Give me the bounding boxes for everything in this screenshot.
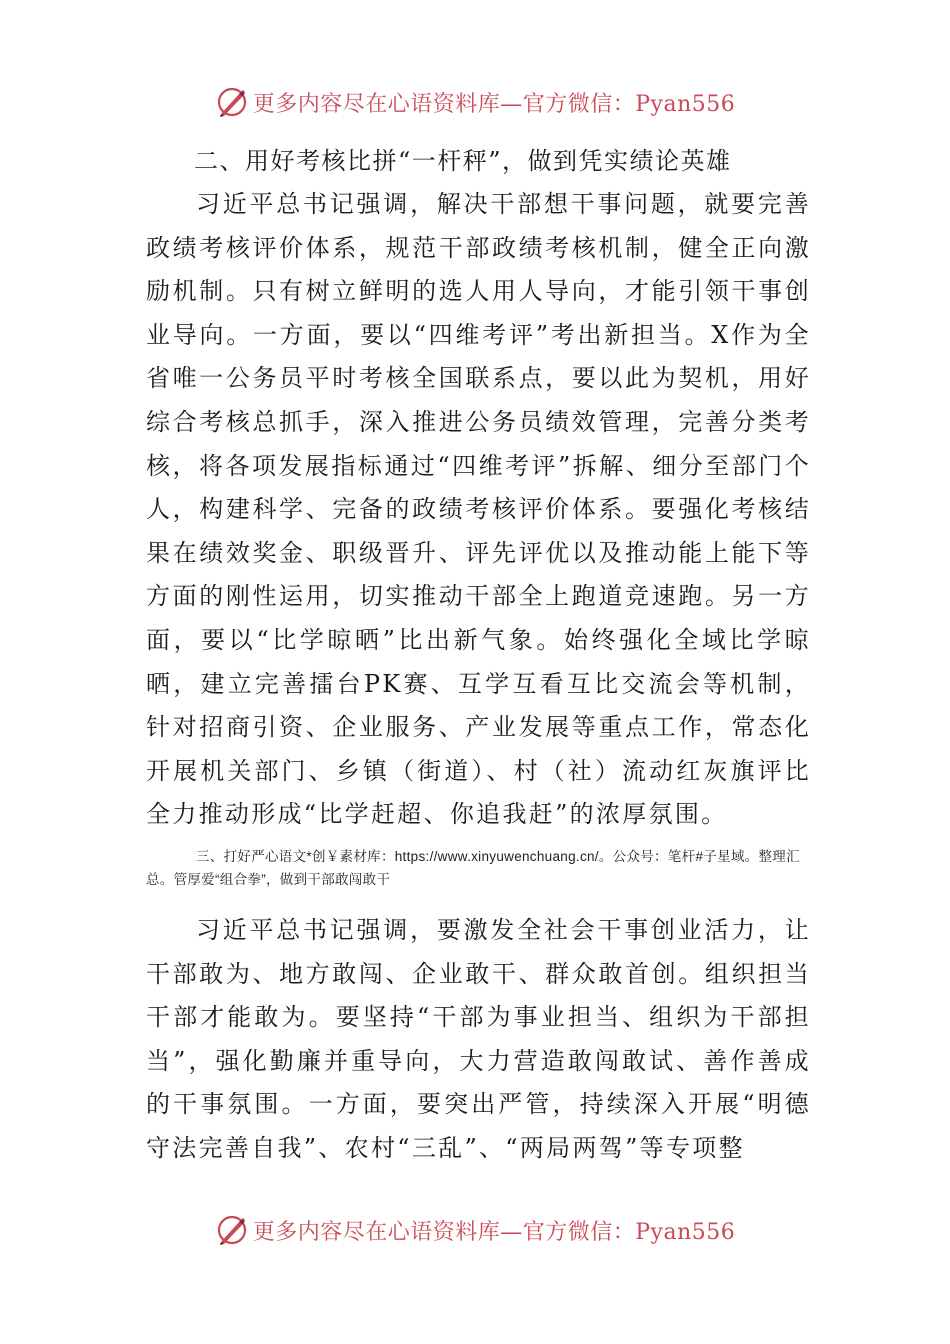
section-3-paragraph: 习近平总书记强调，要激发全社会干事创业活力，让干部敢为、地方敢闯、企业敢干、群众敢首创。组织担当干部才能敢为。要坚持“干部为事业担当、组织为干部担当”，强化勤廉并重导向，大力营造敢闯敢试、善作善成的干事氛围。一方面，要突出严管，持续深入开展“明德守法完善自我”、农村“三乱”、“两局两驾”等专项整 <box>146 915 811 1162</box>
footer-banner <box>0 1210 950 1250</box>
pen-logo-icon <box>215 1213 249 1247</box>
footer-banner-text: 更多内容尽在心语资料库—官方微信：Pyan556 <box>252 1219 736 1245</box>
header-banner <box>0 82 950 122</box>
pen-logo-icon <box>215 85 249 119</box>
section-2-paragraph: 习近平总书记强调，解决干部想干事问题，就要完善政绩考核评价体系，规范干部政绩考核机制，健全正向激励机制。只有树立鲜明的选人用人导向，才能引领干事创业导向。一方面，要以“四维考评”考出新担当。X作为全省唯一公务员平时考核全国联系点，要以此为契机，用好综合考核总抓手，深入推进公务员绩效管理，完善分类考核，将各项发展指标通过“四维考评”拆解、细分至部门个人，构建科学、完备的政绩考核评价体系。要强化考核结果在绩效奖金、职级晋升、评先评优以及推动能上能下等方面的刚性运用，切实推动干部全上跑道竞速跑。另一方面，要以“比学晾晒”比出新气象。始终强化全域比学晾晒，建立完善擂台PK赛、互学互看互比交流会等机制，针对招商引资、企业服务、产业发展等重点工作，常态化开展机关部门、乡镇（街道）、村（社）流动红灰旗评比全力推动形成“比学赶超、你追我赶”的浓厚氛围。 <box>146 190 811 829</box>
header-banner-text: 更多内容尽在心语资料库—官方微信：Pyan556 <box>252 91 736 117</box>
document-body <box>146 140 811 1170</box>
section-2-heading: 二、用好考核比拼“一杆秤”，做到凭实绩论英雄 <box>194 147 732 175</box>
section-3-heading-note: 三、打好严心语文*创￥素材库：https://www.xinyuwenchuang.cn/。公众号：笔杆#子星域。整理汇总。管厚爱“组合拳”，做到干部敢闯敢干 <box>146 848 800 887</box>
